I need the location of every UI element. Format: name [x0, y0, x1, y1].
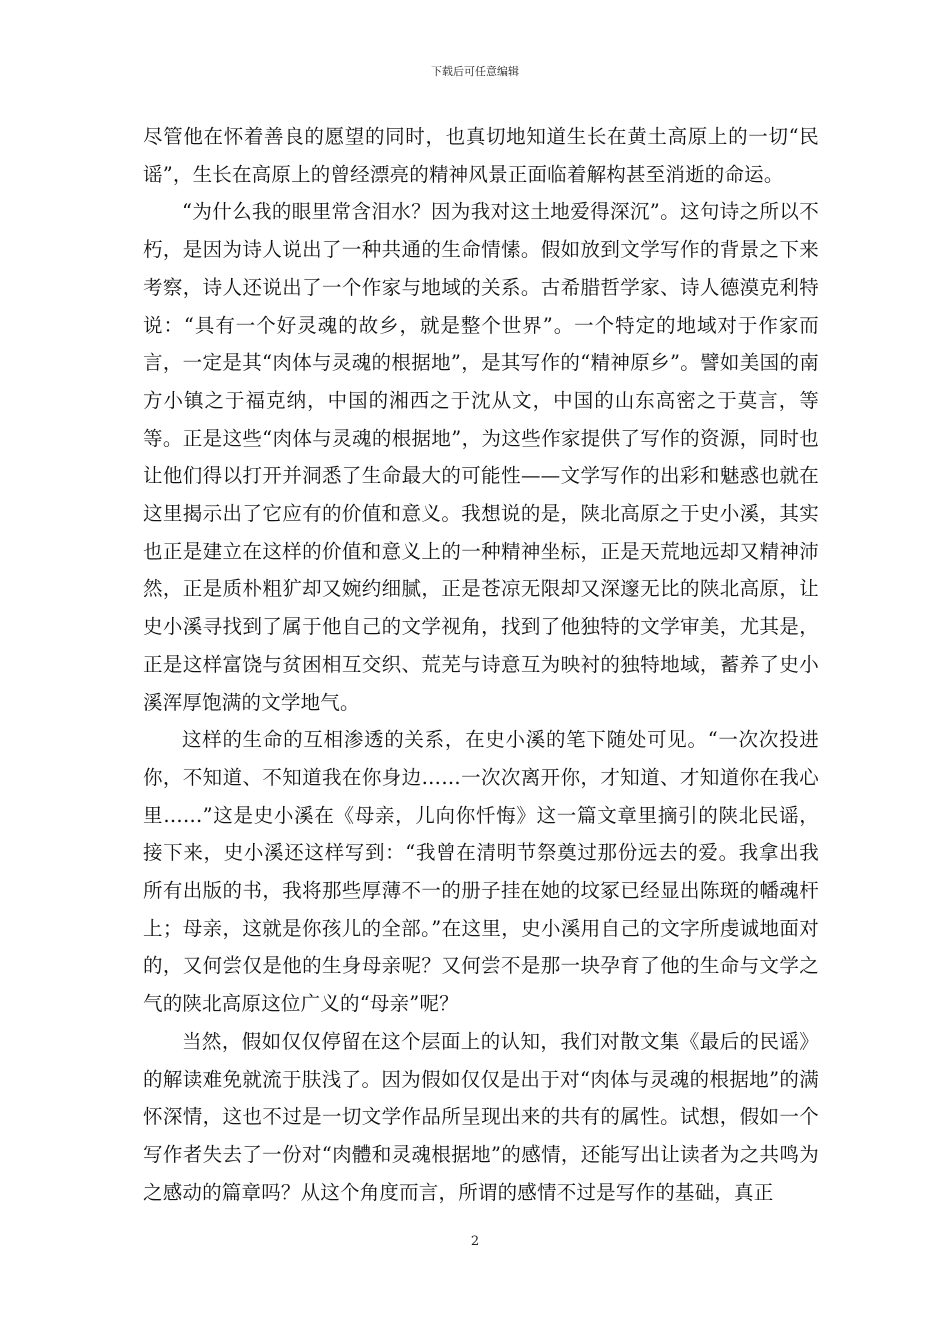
document-body — [143, 118, 819, 1211]
paragraph: “为什么我的眼里常含泪水？因为我对这土地爱得深沉”。这句诗之所以不朽，是因为诗人说出了一种共通的生命情愫。假如放到文学写作的背景之下来考察，诗人还说出了一个作家与地域的关系。古希腊哲学家、诗人德漠克利特说：“具有一个好灵魂的故乡，就是整个世界”。一个特定的地域对于作家而言，一定是其“肉体与灵魂的根据地”，是其写作的“精神原乡”。譬如美国的南方小镇之于福克纳，中国的湘西之于沈从文，中国的山东高密之于莫言，等等。正是这些“肉体与灵魂的根据地”，为这些作家提供了写作的资源，同时也让他们得以打开并洞悉了生命最大的可能性——文学写作的出彩和魅惑也就在这里揭示出了它应有的价值和意义。我想说的是，陕北高原之于史小溪，其实也正是建立在这样的价值和意义上的一种精神坐标，正是天荒地远却又精神沛然，正是质朴粗犷却又婉约细腻，正是苍凉无限却又深邃无比的陕北高原，让史小溪寻找到了属于他自己的文学视角，找到了他独特的文学审美，尤其是，正是这样富饶与贫困相互交织、荒芜与诗意互为映衬的独特地域，蓄养了史小溪浑厚饱满的文学地气。 — [143, 200, 819, 714]
paragraph-continuation: 尽管他在怀着善良的愿望的同时，也真切地知道生长在黄土高原上的一切“民谣”，生长在高原上的曾经漂亮的精神风景正面临着解构甚至消逝的命运。 — [143, 125, 819, 186]
page-header: 下载后可任意编辑 — [431, 65, 519, 78]
paragraph: 这样的生命的互相渗透的关系，在史小溪的笔下随处可见。“一次次投进你，不知道、不知道我在你身边……一次次离开你，才知道、才知道你在我心里……”这是史小溪在《母亲，儿向你忏悔》这一篇文章里摘引的陕北民谣，接下来，史小溪还这样写到：“我曾在清明节祭奠过那份远去的爱。我拿出我所有出版的书，我将那些厚薄不一的册子挂在她的坟冢已经显出陈斑的幡魂杆上；母亲，这就是你孩儿的全部。”在这里，史小溪用自己的文字所虔诚地面对的，又何尝仅是他的生身母亲呢？又何尝不是那一块孕育了他的生命与文学之气的陕北高原这位广义的“母亲”呢？ — [143, 728, 819, 1016]
page-number: 2 — [470, 1234, 480, 1249]
paragraph: 当然，假如仅仅停留在这个层面上的认知，我们对散文集《最后的民谣》的解读难免就流于肤浅了。因为假如仅仅是出于对“肉体与灵魂的根据地”的满怀深情，这也不过是一切文学作品所呈现出来的共有的属性。试想，假如一个写作者失去了一份对“肉體和灵魂根据地”的感情，还能写出让读者为之共鸣为之感动的篇章吗？从这个角度而言，所谓的感情不过是写作的基础，真正 — [143, 1029, 819, 1204]
